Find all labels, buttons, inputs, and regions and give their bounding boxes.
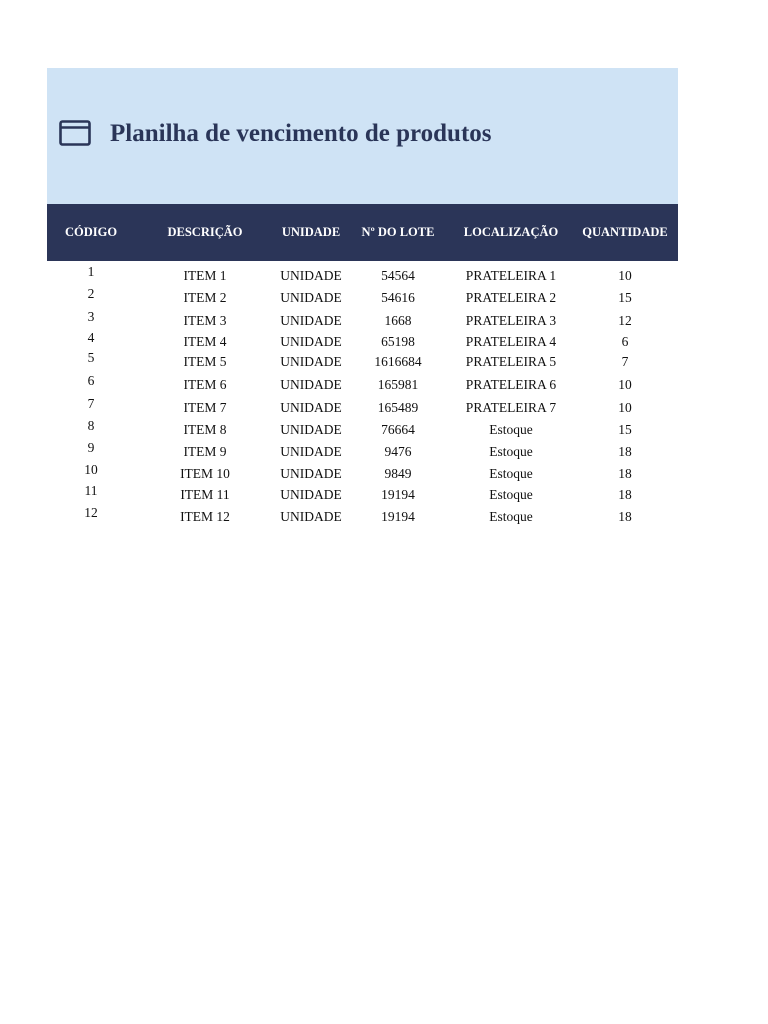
cell-lote: 9476 <box>384 444 412 459</box>
cell-codigo: 12 <box>84 505 98 520</box>
calendar-icon <box>59 120 91 146</box>
table-body <box>47 261 678 531</box>
spreadsheet <box>47 68 678 531</box>
cell-lote: 19194 <box>381 487 415 502</box>
cell-descricao: ITEM 9 <box>183 444 227 459</box>
column-header-quantidade: QUANTIDADE <box>582 225 668 239</box>
table-row <box>47 440 678 464</box>
column-header-unidade: UNIDADE <box>281 225 341 239</box>
cell-descricao: ITEM 5 <box>183 354 227 369</box>
cell-localizacao: PRATELEIRA 4 <box>465 334 557 349</box>
cell-unidade: UNIDADE <box>280 509 342 524</box>
cell-unidade: UNIDADE <box>280 290 342 305</box>
cell-lote: 19194 <box>381 509 415 524</box>
cell-localizacao: Estoque <box>489 422 533 437</box>
cell-unidade: UNIDADE <box>280 422 342 437</box>
table-row <box>47 286 678 310</box>
column-header-localizacao: LOCALIZAÇÃO <box>463 225 559 239</box>
cell-descricao: ITEM 6 <box>183 377 227 392</box>
cell-lote: 76664 <box>381 422 415 437</box>
cell-localizacao: Estoque <box>489 444 533 459</box>
cell-codigo: 10 <box>84 462 98 477</box>
cell-codigo: 2 <box>87 286 95 301</box>
cell-codigo: 6 <box>87 373 95 388</box>
cell-descricao: ITEM 12 <box>180 509 230 524</box>
cell-unidade: UNIDADE <box>280 487 342 502</box>
table-row <box>47 462 678 486</box>
title-band <box>47 68 678 204</box>
cell-quantidade: 18 <box>618 444 632 459</box>
cell-localizacao: Estoque <box>489 509 533 524</box>
cell-localizacao: PRATELEIRA 5 <box>465 354 557 369</box>
cell-quantidade: 10 <box>618 268 632 283</box>
cell-unidade: UNIDADE <box>280 354 342 369</box>
table-row <box>47 396 678 420</box>
table-row <box>47 350 678 374</box>
cell-localizacao: PRATELEIRA 3 <box>465 313 557 328</box>
table-row <box>47 373 678 397</box>
cell-unidade: UNIDADE <box>280 444 342 459</box>
cell-descricao: ITEM 8 <box>183 422 227 437</box>
cell-lote: 9849 <box>384 466 412 481</box>
cell-localizacao: PRATELEIRA 6 <box>465 377 557 392</box>
table-row <box>47 483 678 507</box>
page-title: Planilha de vencimento de produtos <box>110 120 492 147</box>
cell-localizacao: Estoque <box>489 487 533 502</box>
cell-unidade: UNIDADE <box>280 334 342 349</box>
cell-quantidade: 6 <box>621 334 629 349</box>
cell-codigo: 7 <box>87 396 95 411</box>
cell-quantidade: 10 <box>618 377 632 392</box>
cell-quantidade: 10 <box>618 400 632 415</box>
cell-descricao: ITEM 4 <box>183 334 227 349</box>
cell-codigo: 5 <box>87 350 95 365</box>
cell-localizacao: PRATELEIRA 2 <box>465 290 557 305</box>
cell-quantidade: 12 <box>618 313 632 328</box>
cell-descricao: ITEM 1 <box>183 268 227 283</box>
table-row <box>47 264 678 288</box>
cell-quantidade: 7 <box>621 354 629 369</box>
cell-unidade: UNIDADE <box>280 377 342 392</box>
cell-localizacao: PRATELEIRA 7 <box>465 400 557 415</box>
cell-quantidade: 18 <box>618 466 632 481</box>
table-row <box>47 309 678 333</box>
cell-descricao: ITEM 11 <box>180 487 230 502</box>
cell-quantidade: 18 <box>618 487 632 502</box>
cell-unidade: UNIDADE <box>280 466 342 481</box>
cell-lote: 1668 <box>384 313 412 328</box>
cell-lote: 65198 <box>381 334 415 349</box>
cell-unidade: UNIDADE <box>280 313 342 328</box>
cell-descricao: ITEM 3 <box>183 313 227 328</box>
cell-quantidade: 15 <box>618 422 632 437</box>
cell-codigo: 1 <box>87 264 95 279</box>
cell-localizacao: Estoque <box>489 466 533 481</box>
cell-localizacao: PRATELEIRA 1 <box>465 268 557 283</box>
column-header-descricao: DESCRIÇÃO <box>167 225 243 239</box>
cell-quantidade: 18 <box>618 509 632 524</box>
cell-codigo: 9 <box>87 440 95 455</box>
table-row <box>47 505 678 529</box>
cell-quantidade: 15 <box>618 290 632 305</box>
cell-lote: 165489 <box>377 400 419 415</box>
cell-descricao: ITEM 10 <box>180 466 230 481</box>
cell-unidade: UNIDADE <box>280 268 342 283</box>
table-row <box>47 330 678 354</box>
cell-lote: 54564 <box>381 268 415 283</box>
column-header-lote: Nº DO LOTE <box>361 225 435 239</box>
column-header-codigo: CÓDIGO <box>64 225 118 239</box>
cell-unidade: UNIDADE <box>280 400 342 415</box>
cell-codigo: 8 <box>87 418 95 433</box>
cell-descricao: ITEM 2 <box>183 290 227 305</box>
table-header <box>47 204 678 261</box>
table-row <box>47 418 678 442</box>
cell-codigo: 4 <box>87 330 95 345</box>
cell-lote: 1616684 <box>374 354 422 369</box>
cell-codigo: 3 <box>87 309 95 324</box>
cell-lote: 54616 <box>381 290 415 305</box>
cell-descricao: ITEM 7 <box>183 400 227 415</box>
cell-codigo: 11 <box>84 483 98 498</box>
cell-lote: 165981 <box>377 377 419 392</box>
